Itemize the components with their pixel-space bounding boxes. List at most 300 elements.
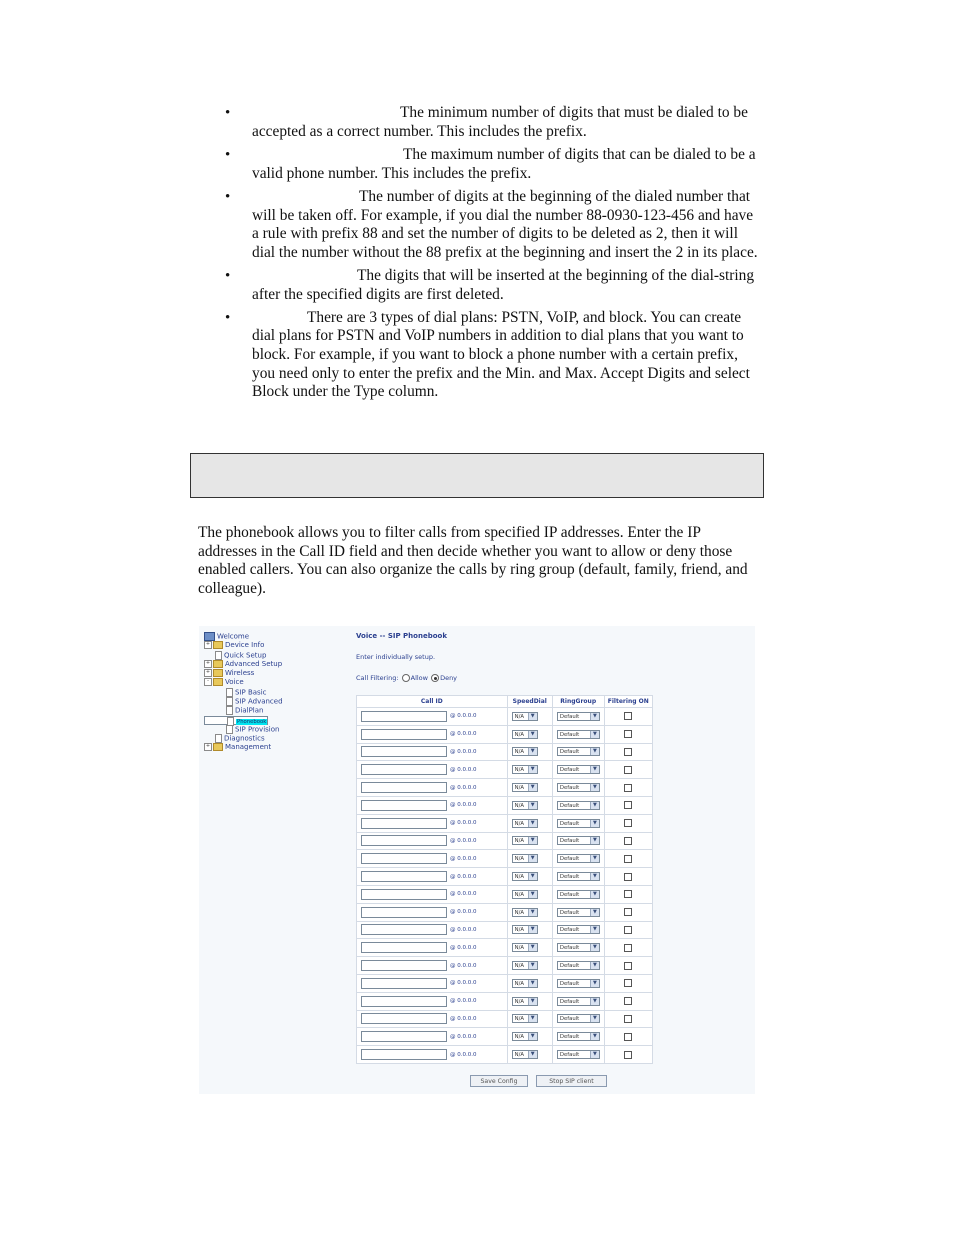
speeddial-select[interactable] [512, 854, 538, 863]
call-id-input[interactable] [361, 800, 447, 811]
call-id-input[interactable] [361, 764, 447, 775]
page-icon [226, 688, 233, 697]
folder-icon [213, 678, 223, 686]
bullet-text: The number of digits at the beginning of the dialed number that will be taken off. For example, if you dial the number 88-0930-123-456 and have a rule with prefix 88 and set the number of digits to be deleted as 2, then it will dial the number without the 88 prefix at the beginning and insert the 2 in its place. [252, 187, 758, 261]
ip-suffix: @ 0.0.0.0 [450, 713, 477, 720]
ringgroup-value: Default [559, 1016, 580, 1023]
ringgroup-cell [552, 868, 604, 886]
filtering-checkbox[interactable] [624, 712, 632, 720]
speeddial-value: N/A [514, 731, 524, 738]
table-row [357, 832, 653, 850]
ringgroup-cell [552, 708, 604, 726]
filtering-checkbox[interactable] [624, 873, 632, 881]
ringgroup-cell [552, 761, 604, 779]
speeddial-select[interactable] [512, 765, 538, 774]
call-filtering [356, 674, 457, 682]
tree-item-quick-setup[interactable] [204, 651, 344, 660]
filtering-checkbox[interactable] [624, 819, 632, 827]
tree-item-label: DialPlan [235, 706, 264, 715]
call-id-cell [357, 939, 508, 957]
chevron-down-icon: ▼ [528, 1033, 537, 1040]
collapse-icon[interactable]: - [204, 678, 212, 686]
chevron-down-icon: ▼ [590, 784, 599, 791]
ringgroup-cell [552, 1010, 604, 1028]
filtering-checkbox[interactable] [624, 908, 632, 916]
ip-suffix: @ 0.0.0.0 [450, 1015, 477, 1022]
ringgroup-select[interactable] [557, 908, 600, 917]
filtering-cell [604, 885, 652, 903]
ringgroup-value: Default [559, 891, 580, 898]
chevron-down-icon: ▼ [528, 926, 537, 933]
speeddial-value: N/A [514, 856, 524, 863]
speeddial-select[interactable] [512, 836, 538, 845]
ringgroup-cell [552, 992, 604, 1010]
speeddial-value: N/A [514, 1034, 524, 1041]
speeddial-value: N/A [514, 713, 524, 720]
call-id-cell [357, 1028, 508, 1046]
deny-radio[interactable] [431, 674, 439, 682]
ringgroup-cell [552, 725, 604, 743]
filtering-cell [604, 992, 652, 1010]
call-id-input[interactable] [361, 729, 447, 740]
speeddial-cell [507, 850, 552, 868]
speeddial-value: N/A [514, 998, 524, 1005]
ringgroup-value: Default [559, 980, 580, 987]
speeddial-select[interactable] [512, 979, 538, 988]
ringgroup-select[interactable] [557, 1050, 600, 1059]
call-id-input[interactable] [361, 978, 447, 989]
chevron-down-icon: ▼ [528, 873, 537, 880]
bullet-dot: • [225, 267, 231, 284]
ip-suffix: @ 0.0.0.0 [450, 1051, 477, 1058]
speeddial-select[interactable] [512, 1014, 538, 1023]
expand-icon[interactable]: + [205, 641, 211, 648]
speeddial-cell [507, 992, 552, 1010]
speeddial-value: N/A [514, 767, 524, 774]
speeddial-value: N/A [514, 785, 524, 792]
chevron-down-icon: ▼ [528, 998, 537, 1005]
ringgroup-value: Default [559, 749, 580, 756]
chevron-down-icon: ▼ [528, 820, 537, 827]
bullet-item [222, 104, 762, 141]
chevron-down-icon: ▼ [528, 1051, 537, 1058]
ringgroup-select[interactable] [557, 783, 600, 792]
filtering-checkbox[interactable] [624, 784, 632, 792]
section-heading-box [190, 453, 764, 498]
tree-item-label: Diagnostics [224, 734, 265, 743]
speeddial-cell [507, 1010, 552, 1028]
ringgroup-cell [552, 974, 604, 992]
bullet-list [222, 104, 762, 406]
chevron-down-icon: ▼ [590, 820, 599, 827]
filtering-cell [604, 939, 652, 957]
speeddial-value: N/A [514, 838, 524, 845]
filtering-checkbox[interactable] [624, 855, 632, 863]
call-id-input[interactable] [361, 1013, 447, 1024]
speeddial-select[interactable] [512, 819, 538, 828]
tree-item-sip-provision[interactable] [204, 725, 344, 734]
ringgroup-select[interactable] [557, 819, 600, 828]
speeddial-cell [507, 743, 552, 761]
chevron-down-icon: ▼ [590, 802, 599, 809]
tree-item-sip-basic[interactable] [204, 688, 344, 697]
speeddial-cell [507, 939, 552, 957]
tree-item-device-info[interactable] [204, 641, 344, 650]
col-ringgroup: RingGroup [552, 696, 604, 708]
save-config-button[interactable]: Save Config [470, 1075, 528, 1087]
ip-suffix: @ 0.0.0.0 [450, 748, 477, 755]
speeddial-value: N/A [514, 963, 524, 970]
ringgroup-value: Default [559, 820, 580, 827]
filtering-checkbox[interactable] [624, 1051, 632, 1059]
filtering-cell [604, 1010, 652, 1028]
tree-item-phonebook[interactable] [204, 716, 268, 725]
expand-icon[interactable]: + [205, 743, 211, 750]
ringgroup-value: Default [559, 909, 580, 916]
ringgroup-cell [552, 779, 604, 797]
allow-radio[interactable] [402, 674, 410, 682]
speeddial-value: N/A [514, 927, 524, 934]
chevron-down-icon: ▼ [590, 962, 599, 969]
call-id-input[interactable] [361, 1049, 447, 1060]
filtering-checkbox[interactable] [624, 837, 632, 845]
ringgroup-value: Default [559, 1034, 580, 1041]
tree-item-diagnostics[interactable] [204, 734, 344, 743]
ringgroup-value: Default [559, 856, 580, 863]
chevron-down-icon: ▼ [590, 873, 599, 880]
page-icon [215, 651, 222, 660]
call-id-input[interactable] [361, 871, 447, 882]
speeddial-select[interactable] [512, 1032, 538, 1041]
ringgroup-cell [552, 832, 604, 850]
tree-item-voice[interactable] [204, 678, 344, 687]
filtering-checkbox[interactable] [624, 890, 632, 898]
table-row [357, 903, 653, 921]
speeddial-select[interactable] [512, 1050, 538, 1059]
tree-item-label: SIP Basic [235, 688, 267, 697]
speeddial-cell [507, 1046, 552, 1064]
call-id-cell [357, 974, 508, 992]
filtering-cell [604, 761, 652, 779]
call-id-input[interactable] [361, 782, 447, 793]
bullet-text: The maximum number of digits that can be dialed to be a valid phone number. This includes the prefix. [252, 146, 756, 182]
tree-item-sip-advanced[interactable] [204, 697, 344, 706]
ringgroup-cell [552, 1028, 604, 1046]
speeddial-value: N/A [514, 1016, 524, 1023]
speeddial-cell [507, 814, 552, 832]
ringgroup-value: Default [559, 874, 580, 881]
chevron-down-icon: ▼ [528, 909, 537, 916]
bullet-text: There are 3 types of dial plans: PSTN, VoIP, and block. You can create dial plans for PSTN and VoIP numbers in addition to dial plans that you want to block. For example, if you want to block a phone number with a certain prefix, you need only to enter the prefix and the Min. and Max. Accept Digits and select Block under the Type column. [252, 308, 750, 401]
table-row [357, 974, 653, 992]
table-row [357, 1028, 653, 1046]
ringgroup-select[interactable] [557, 854, 600, 863]
ringgroup-value: Default [559, 945, 580, 952]
ringgroup-select[interactable] [557, 943, 600, 952]
bullet-item [222, 188, 762, 262]
ringgroup-select[interactable] [557, 801, 600, 810]
ip-suffix: @ 0.0.0.0 [450, 820, 477, 827]
ip-suffix: @ 0.0.0.0 [450, 1033, 477, 1040]
ip-suffix: @ 0.0.0.0 [450, 784, 477, 791]
table-row [357, 743, 653, 761]
table-row [357, 725, 653, 743]
call-id-input[interactable] [361, 942, 447, 953]
ringgroup-cell [552, 1046, 604, 1064]
ringgroup-value: Default [559, 713, 580, 720]
expand-icon[interactable]: + [205, 659, 211, 666]
call-id-input[interactable] [361, 924, 447, 935]
ip-suffix: @ 0.0.0.0 [450, 944, 477, 951]
speeddial-select[interactable] [512, 943, 538, 952]
tree-item-welcome[interactable] [204, 632, 344, 641]
speeddial-cell [507, 761, 552, 779]
chevron-down-icon: ▼ [528, 962, 537, 969]
call-id-input[interactable] [361, 711, 447, 722]
call-id-input[interactable] [361, 889, 447, 900]
ip-suffix: @ 0.0.0.0 [450, 926, 477, 933]
filtering-cell [604, 708, 652, 726]
call-id-input[interactable] [361, 996, 447, 1007]
chevron-down-icon: ▼ [590, 1051, 599, 1058]
call-id-input[interactable] [361, 907, 447, 918]
ip-suffix: @ 0.0.0.0 [450, 873, 477, 880]
chevron-down-icon: ▼ [528, 855, 537, 862]
page-title: Voice -- SIP Phonebook [356, 632, 447, 640]
ringgroup-select[interactable] [557, 712, 600, 721]
bullet-dot: • [225, 147, 231, 164]
filtering-checkbox[interactable] [624, 944, 632, 952]
chevron-down-icon: ▼ [590, 1033, 599, 1040]
filtering-checkbox[interactable] [624, 1033, 632, 1041]
filtering-checkbox[interactable] [624, 979, 632, 987]
ringgroup-value: Default [559, 785, 580, 792]
call-id-input[interactable] [361, 1031, 447, 1042]
filtering-checkbox[interactable] [624, 926, 632, 934]
chevron-down-icon: ▼ [590, 998, 599, 1005]
ringgroup-select[interactable] [557, 979, 600, 988]
call-id-cell [357, 779, 508, 797]
ringgroup-value: Default [559, 731, 580, 738]
filtering-cell [604, 974, 652, 992]
speeddial-select[interactable] [512, 925, 538, 934]
filtering-checkbox[interactable] [624, 997, 632, 1005]
speeddial-select[interactable] [512, 783, 538, 792]
chevron-down-icon: ▼ [528, 748, 537, 755]
speeddial-cell [507, 885, 552, 903]
table-row [357, 708, 653, 726]
nav-tree [204, 632, 344, 753]
call-id-input[interactable] [361, 746, 447, 757]
table-row [357, 885, 653, 903]
table-row [357, 779, 653, 797]
table-row [357, 868, 653, 886]
tree-item-label: Advanced Setup [225, 659, 283, 668]
chevron-down-icon: ▼ [528, 766, 537, 773]
filtering-cell [604, 1028, 652, 1046]
ringgroup-select[interactable] [557, 765, 600, 774]
speeddial-select[interactable] [512, 801, 538, 810]
speeddial-select[interactable] [512, 712, 538, 721]
tree-item-management[interactable] [204, 743, 344, 752]
speeddial-cell [507, 1028, 552, 1046]
phonebook-table [356, 695, 653, 1064]
table-row [357, 1046, 653, 1064]
filtering-cell [604, 832, 652, 850]
speeddial-select[interactable] [512, 890, 538, 899]
filtering-cell [604, 957, 652, 975]
stop-sip-client-button[interactable]: Stop SIP client [536, 1075, 607, 1087]
filtering-checkbox[interactable] [624, 730, 632, 738]
speeddial-cell [507, 868, 552, 886]
tree-item-label: Device Info [225, 641, 265, 650]
ringgroup-select[interactable] [557, 836, 600, 845]
speeddial-value: N/A [514, 820, 524, 827]
ringgroup-select[interactable] [557, 1014, 600, 1023]
call-id-cell [357, 885, 508, 903]
filtering-cell [604, 921, 652, 939]
call-id-cell [357, 921, 508, 939]
speeddial-select[interactable] [512, 730, 538, 739]
col-filtering-on: Filtering ON [604, 696, 652, 708]
chevron-down-icon: ▼ [590, 891, 599, 898]
ringgroup-select[interactable] [557, 872, 600, 881]
call-id-cell [357, 743, 508, 761]
speeddial-cell [507, 921, 552, 939]
chevron-down-icon: ▼ [590, 980, 599, 987]
ringgroup-value: Default [559, 838, 580, 845]
ringgroup-select[interactable] [557, 890, 600, 899]
ip-suffix: @ 0.0.0.0 [450, 837, 477, 844]
table-row [357, 957, 653, 975]
speeddial-value: N/A [514, 909, 524, 916]
call-id-cell [357, 1046, 508, 1064]
speeddial-value: N/A [514, 891, 524, 898]
tree-item-advanced-setup[interactable] [204, 660, 344, 669]
ringgroup-select[interactable] [557, 925, 600, 934]
table-row [357, 850, 653, 868]
speeddial-value: N/A [514, 802, 524, 809]
ringgroup-cell [552, 921, 604, 939]
page-icon [226, 725, 233, 734]
ringgroup-select[interactable] [557, 730, 600, 739]
tree-item-label: Welcome [217, 632, 250, 641]
filtering-checkbox[interactable] [624, 962, 632, 970]
tree-item-label: Management [225, 743, 272, 752]
chevron-down-icon: ▼ [590, 748, 599, 755]
table-row [357, 992, 653, 1010]
call-id-input[interactable] [361, 818, 447, 829]
ringgroup-cell [552, 903, 604, 921]
filtering-checkbox[interactable] [624, 766, 632, 774]
speeddial-cell [507, 974, 552, 992]
allow-label: Allow [410, 674, 428, 682]
ip-suffix: @ 0.0.0.0 [450, 962, 477, 969]
table-row [357, 1010, 653, 1028]
call-id-cell [357, 761, 508, 779]
chevron-down-icon: ▼ [590, 944, 599, 951]
chevron-down-icon: ▼ [528, 980, 537, 987]
ip-suffix: @ 0.0.0.0 [450, 891, 477, 898]
ringgroup-select[interactable] [557, 747, 600, 756]
expand-icon[interactable]: + [205, 669, 211, 676]
chevron-down-icon: ▼ [528, 891, 537, 898]
ip-suffix: @ 0.0.0.0 [450, 909, 477, 916]
phonebook-screenshot [199, 626, 755, 1094]
speeddial-cell [507, 957, 552, 975]
speeddial-cell [507, 796, 552, 814]
ringgroup-select[interactable] [557, 997, 600, 1006]
speeddial-select[interactable] [512, 961, 538, 970]
speeddial-select[interactable] [512, 997, 538, 1006]
call-id-cell [357, 725, 508, 743]
folder-icon [213, 669, 223, 677]
tree-item-wireless[interactable] [204, 669, 344, 678]
filtering-checkbox[interactable] [624, 748, 632, 756]
ringgroup-cell [552, 796, 604, 814]
page-icon [226, 697, 233, 706]
ip-suffix: @ 0.0.0.0 [450, 998, 477, 1005]
ringgroup-cell [552, 850, 604, 868]
filtering-cell [604, 1046, 652, 1064]
speeddial-cell [507, 903, 552, 921]
speeddial-select[interactable] [512, 747, 538, 756]
chevron-down-icon: ▼ [590, 926, 599, 933]
ringgroup-value: Default [559, 1052, 580, 1059]
deny-label: Deny [440, 674, 458, 682]
tree-item-dialplan[interactable] [204, 706, 344, 715]
filtering-cell [604, 850, 652, 868]
folder-icon [213, 743, 223, 751]
tree-item-label: Wireless [225, 669, 255, 678]
ringgroup-select[interactable] [557, 1032, 600, 1041]
call-id-cell [357, 850, 508, 868]
call-id-input[interactable] [361, 853, 447, 864]
speeddial-select[interactable] [512, 908, 538, 917]
tree-item-label: SIP Provision [235, 725, 280, 734]
speeddial-value: N/A [514, 1052, 524, 1059]
filtering-cell [604, 725, 652, 743]
phonebook-description: The phonebook allows you to filter calls from specified IP addresses. Enter the IP addresses in the Call ID field and then decide whether you want to allow or deny those enabled callers. You can also organize the calls by ring group (default, family, friend, and colleague). [198, 524, 748, 597]
filtering-checkbox[interactable] [624, 801, 632, 809]
ringgroup-select[interactable] [557, 961, 600, 970]
ip-suffix: @ 0.0.0.0 [450, 980, 477, 987]
call-id-cell [357, 708, 508, 726]
chevron-down-icon: ▼ [590, 731, 599, 738]
tree-item-label: Phonebook [237, 718, 267, 725]
call-id-cell [357, 992, 508, 1010]
call-id-cell [357, 796, 508, 814]
ringgroup-cell [552, 957, 604, 975]
table-row [357, 796, 653, 814]
bullet-item [222, 146, 762, 183]
tree-item-label: Voice [225, 678, 244, 687]
call-id-cell [357, 832, 508, 850]
call-id-input[interactable] [361, 960, 447, 971]
speeddial-value: N/A [514, 980, 524, 987]
filtering-checkbox[interactable] [624, 1015, 632, 1023]
ringgroup-cell [552, 939, 604, 957]
ip-suffix: @ 0.0.0.0 [450, 731, 477, 738]
ringgroup-value: Default [559, 927, 580, 934]
chevron-down-icon: ▼ [528, 802, 537, 809]
speeddial-select[interactable] [512, 872, 538, 881]
chevron-down-icon: ▼ [590, 855, 599, 862]
chevron-down-icon: ▼ [528, 784, 537, 791]
filtering-cell [604, 779, 652, 797]
filtering-cell [604, 903, 652, 921]
call-id-input[interactable] [361, 835, 447, 846]
